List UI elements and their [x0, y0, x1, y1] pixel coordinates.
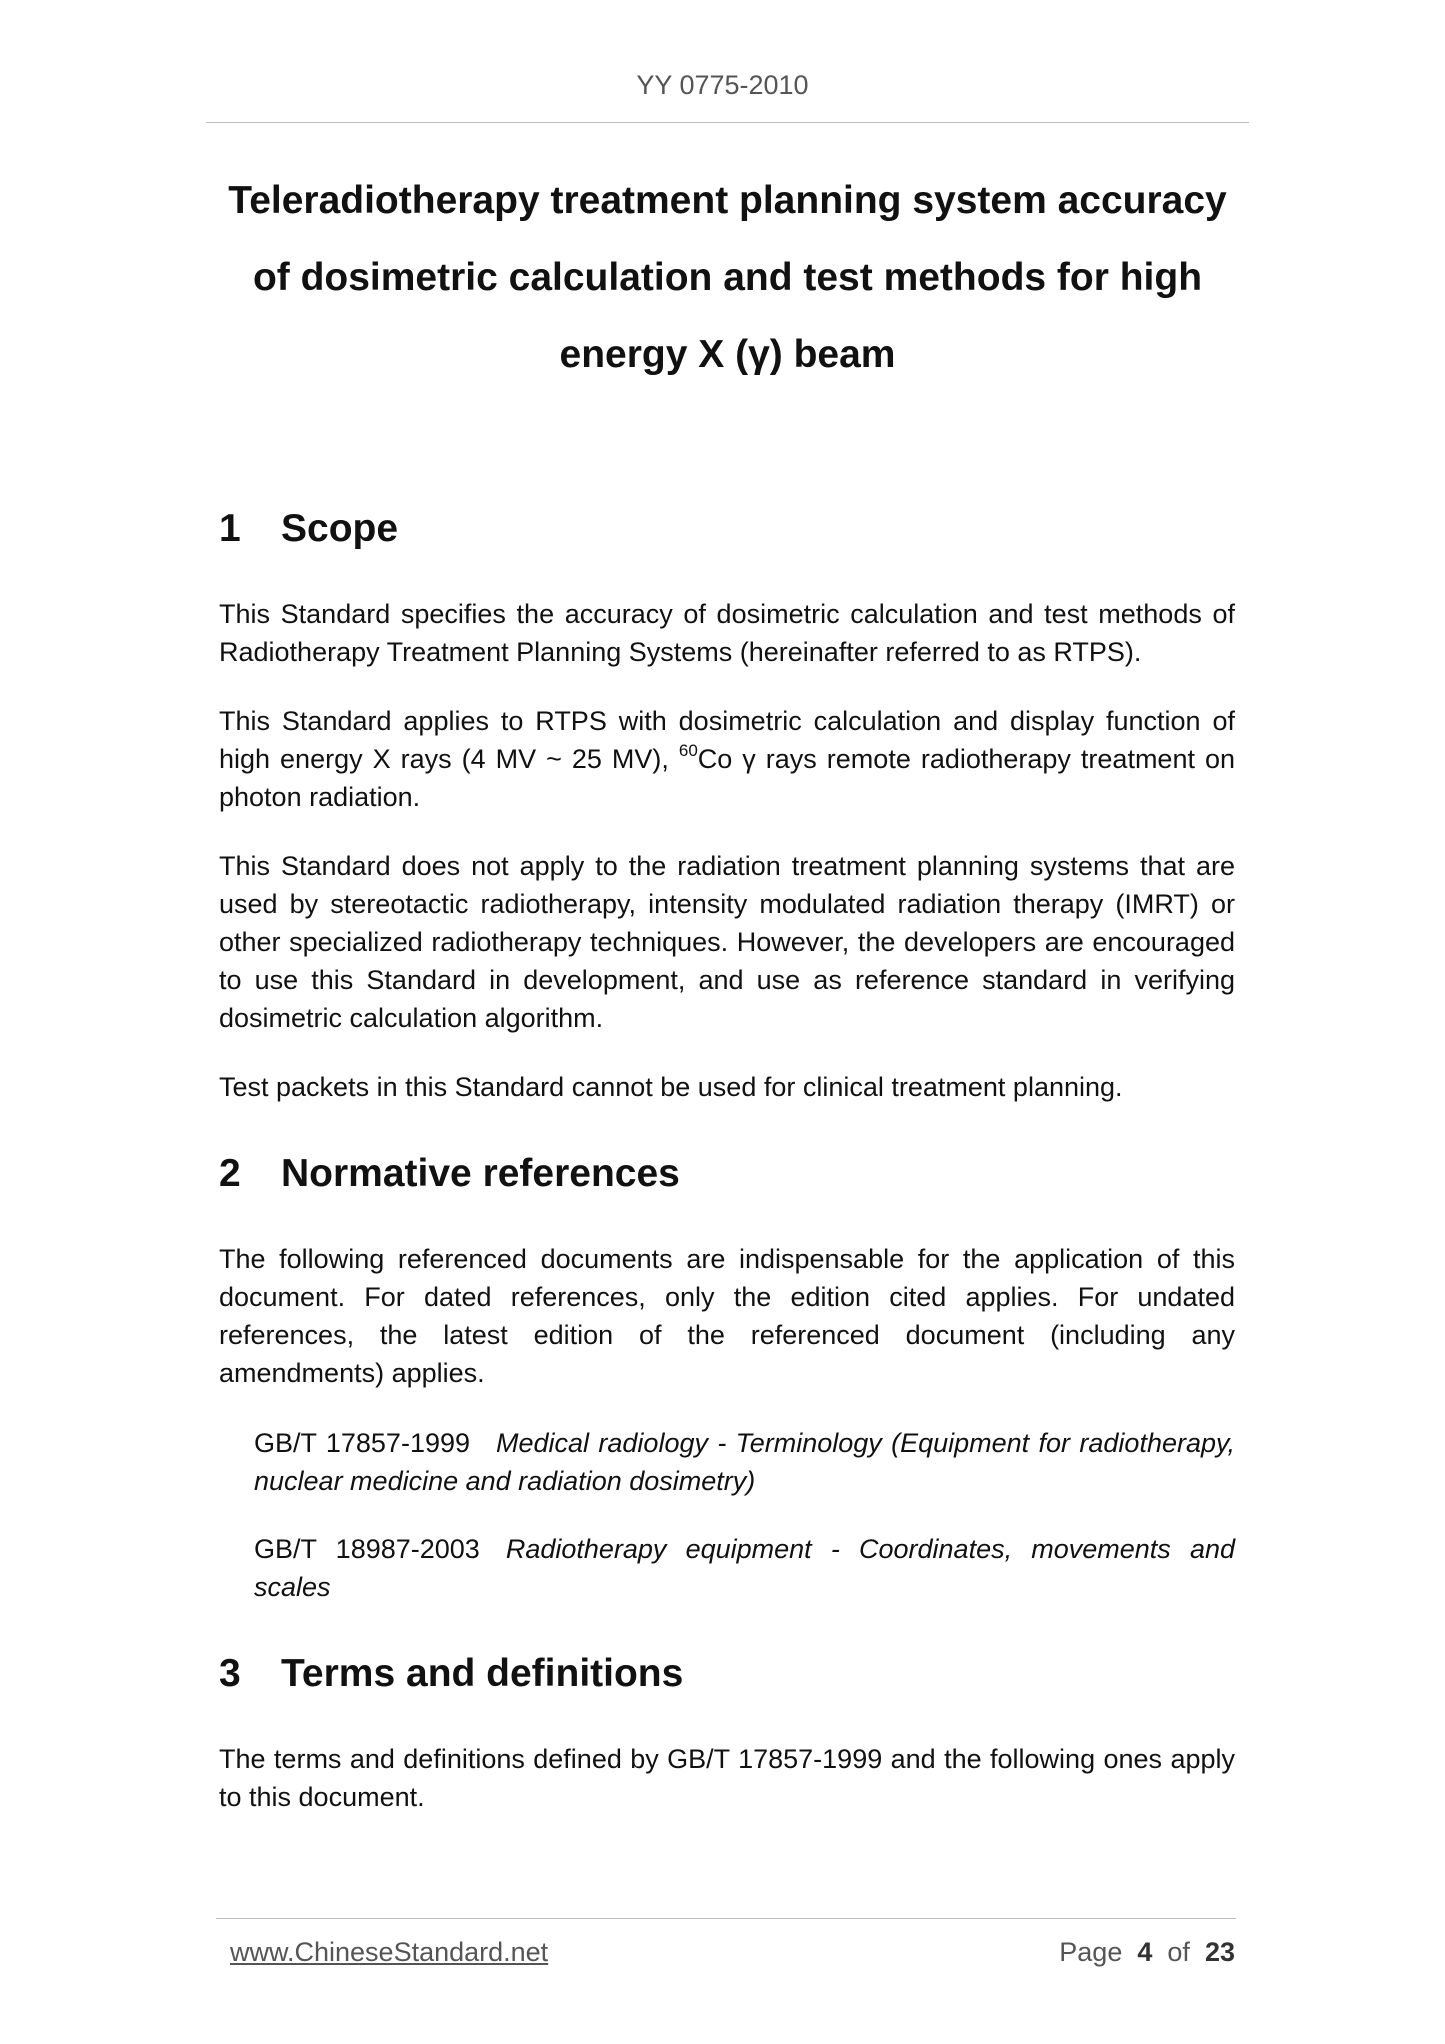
title-line-1: Teleradiotherapy treatment planning system accuracy: [228, 179, 1227, 222]
scope-paragraph-4: [219, 1068, 1235, 1106]
footer-divider: [216, 1918, 1236, 1919]
title-line-2: of dosimetric calculation and test methods for high: [252, 256, 1203, 299]
isotope-mass-number: 60: [678, 741, 698, 760]
reference-code: GB/T 17857-1999: [254, 1428, 471, 1458]
document-code: YY 0775-2010: [636, 70, 809, 100]
reference-code: GB/T 18987-2003: [254, 1534, 480, 1564]
header-divider: [206, 122, 1249, 123]
paragraph-text: The terms and definitions defined by GB/T 17857-1999 and the following ones apply to this document.: [219, 1744, 1235, 1812]
scope-paragraph-3: [219, 847, 1235, 1037]
normative-paragraph-1: [219, 1240, 1235, 1392]
section-title: Scope: [281, 507, 399, 550]
reference-item: [254, 1424, 1235, 1500]
section-number: 2: [219, 1152, 241, 1195]
section-number: 3: [219, 1652, 241, 1695]
scope-paragraph-1: [219, 595, 1235, 671]
reference-title: Medical radiology - Terminology (Equipment for radiotherapy, nuclear medicine and radiation dosimetry): [254, 1428, 1235, 1496]
title-line-3: energy X (γ) beam: [559, 333, 896, 376]
section-heading-terms: [219, 1649, 1235, 1699]
page-current: 4: [1137, 1937, 1153, 1967]
paragraph-text-part: This Standard applies to RTPS with dosimetric calculation and display function of high energy X rays (4 MV ~ 25 MV),: [219, 706, 1235, 774]
reference-item: [254, 1530, 1235, 1606]
paragraph-text: This Standard specifies the accuracy of dosimetric calculation and test methods of Radiotherapy Treatment Planning Systems (hereinafter referred to as RTPS).: [219, 599, 1235, 667]
paragraph-text: The following referenced documents are indispensable for the application of this document. For dated references, only the edition cited applies. For undated references, the latest edition of the referenced document (including any amendments) applies.: [219, 1244, 1235, 1388]
section-number: 1: [219, 507, 241, 550]
section-heading-scope: [219, 504, 1235, 554]
page-label: Page: [1059, 1937, 1123, 1967]
paragraph-text: [219, 702, 1235, 816]
paragraph-text: Test packets in this Standard cannot be used for clinical treatment planning.: [219, 1072, 1123, 1102]
section-title: Terms and definitions: [281, 1652, 684, 1695]
website-link[interactable]: www.ChineseStandard.net: [230, 1937, 549, 1967]
document-title: [220, 162, 1235, 393]
page-number: [1059, 1937, 1235, 1968]
terms-paragraph-1: [219, 1740, 1235, 1816]
paragraph-text: This Standard does not apply to the radiation treatment planning systems that are used by stereotactic radiotherapy, intensity modulated radiation therapy (IMRT) or other specialized radiotherapy techniques. However, the developers are encouraged to use this Standard in development, and use as reference standard in verifying dosimetric calculation algorithm.: [219, 851, 1235, 1033]
section-normative-references: [219, 1149, 1235, 1199]
section-terms-definitions: [219, 1649, 1235, 1699]
section-scope: [219, 504, 1235, 554]
paragraph-text-part: Co γ rays remote radiotherapy treatment on photon radiation.: [219, 744, 1235, 812]
scope-paragraph-2: [219, 702, 1235, 816]
section-heading-normative: [219, 1149, 1235, 1199]
page-total: 23: [1204, 1937, 1235, 1967]
section-title: Normative references: [281, 1152, 680, 1195]
page-of: of: [1167, 1937, 1190, 1967]
reference-title: Radiotherapy equipment - Coordinates, movements and scales: [254, 1534, 1236, 1602]
